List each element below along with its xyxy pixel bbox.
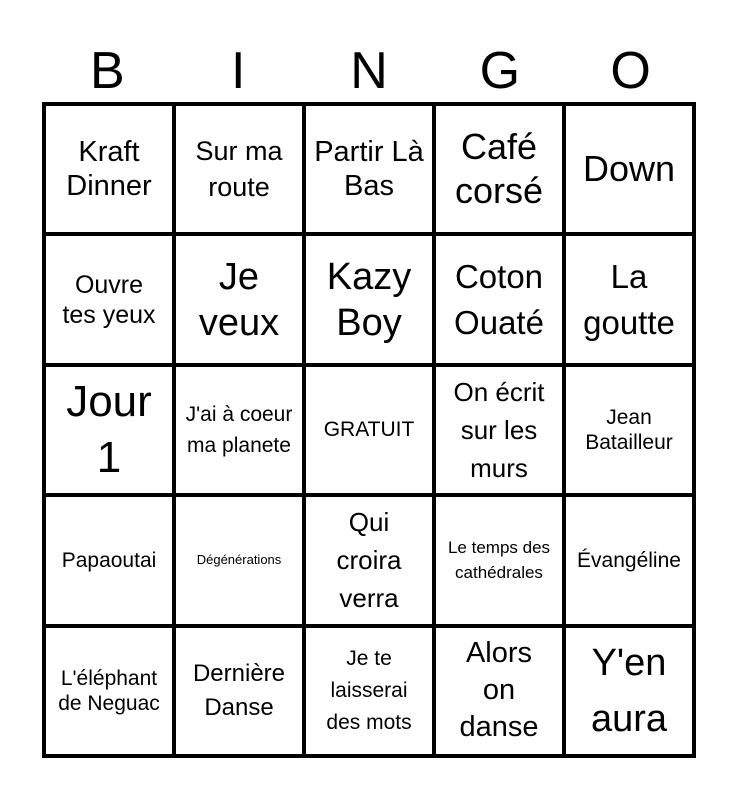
bingo-cell[interactable]: [46, 236, 172, 362]
bingo-cell[interactable]: [46, 497, 172, 623]
cell-label: Qui croira verra: [336, 507, 402, 614]
bingo-cell[interactable]: [306, 497, 432, 623]
bingo-cell[interactable]: [566, 236, 692, 362]
bingo-cell[interactable]: [566, 497, 692, 623]
bingo-cell[interactable]: [176, 497, 302, 623]
bingo-cell[interactable]: [176, 367, 302, 493]
cell-label: Le temps des cathédrales: [447, 538, 551, 583]
cell-label: Papaoutai: [61, 548, 157, 572]
bingo-cell[interactable]: [176, 628, 302, 754]
header-letter-o: O: [610, 42, 651, 100]
bingo-cell[interactable]: [306, 236, 432, 362]
cell-label: Dernière Danse: [192, 659, 286, 721]
bingo-header: [42, 40, 696, 102]
bingo-cell[interactable]: [176, 236, 302, 362]
header-letter-g: G: [479, 42, 521, 100]
cell-label: Alors on danse: [459, 637, 539, 744]
bingo-cell[interactable]: [436, 497, 562, 623]
bingo-cell[interactable]: [306, 628, 432, 754]
cell-label: La goutte: [583, 257, 675, 341]
header-letter-n: N: [350, 42, 388, 100]
cell-label: Partir Là Bas: [314, 136, 424, 203]
cell-label: Sur ma route: [195, 136, 283, 203]
bingo-cell[interactable]: [566, 628, 692, 754]
bingo-cell[interactable]: [306, 367, 432, 493]
bingo-cell[interactable]: [436, 106, 562, 232]
bingo-cell[interactable]: [436, 628, 562, 754]
bingo-cell[interactable]: [436, 367, 562, 493]
cell-label: Kraft Dinner: [66, 136, 152, 203]
cell-label: Coton Ouaté: [454, 257, 544, 341]
cell-label: GRATUIT: [323, 418, 415, 442]
header-letter-i: I: [230, 42, 246, 100]
cell-label: Down: [582, 148, 676, 190]
cell-label: Évangéline: [577, 548, 681, 572]
cell-label: Café corsé: [454, 126, 544, 212]
cell-label: L'éléphant de Neguac: [58, 666, 160, 715]
cell-label: Jour 1: [66, 376, 152, 482]
cell-label: J'ai à coeur ma planete: [185, 402, 293, 457]
bingo-cell[interactable]: [46, 367, 172, 493]
header-letter-b: B: [90, 42, 125, 100]
cell-label: On écrit sur les murs: [453, 376, 545, 483]
bingo-board: [42, 102, 696, 758]
bingo-cell[interactable]: [176, 106, 302, 232]
bingo-cell[interactable]: [436, 236, 562, 362]
cell-label: Kazy Boy: [326, 255, 412, 344]
cell-label: Je veux: [198, 255, 280, 344]
cell-label: Dégénérations: [196, 552, 282, 568]
cell-label: Jean Batailleur: [585, 405, 673, 454]
cell-label: Y'en aura: [590, 641, 668, 740]
bingo-cell[interactable]: [46, 106, 172, 232]
bingo-cell[interactable]: [306, 106, 432, 232]
bingo-cell[interactable]: [566, 367, 692, 493]
bingo-cell[interactable]: [46, 628, 172, 754]
bingo-cell[interactable]: [566, 106, 692, 232]
cell-label: Ouvre tes yeux: [62, 270, 156, 329]
cell-label: Je te laisserai des mots: [326, 646, 412, 734]
